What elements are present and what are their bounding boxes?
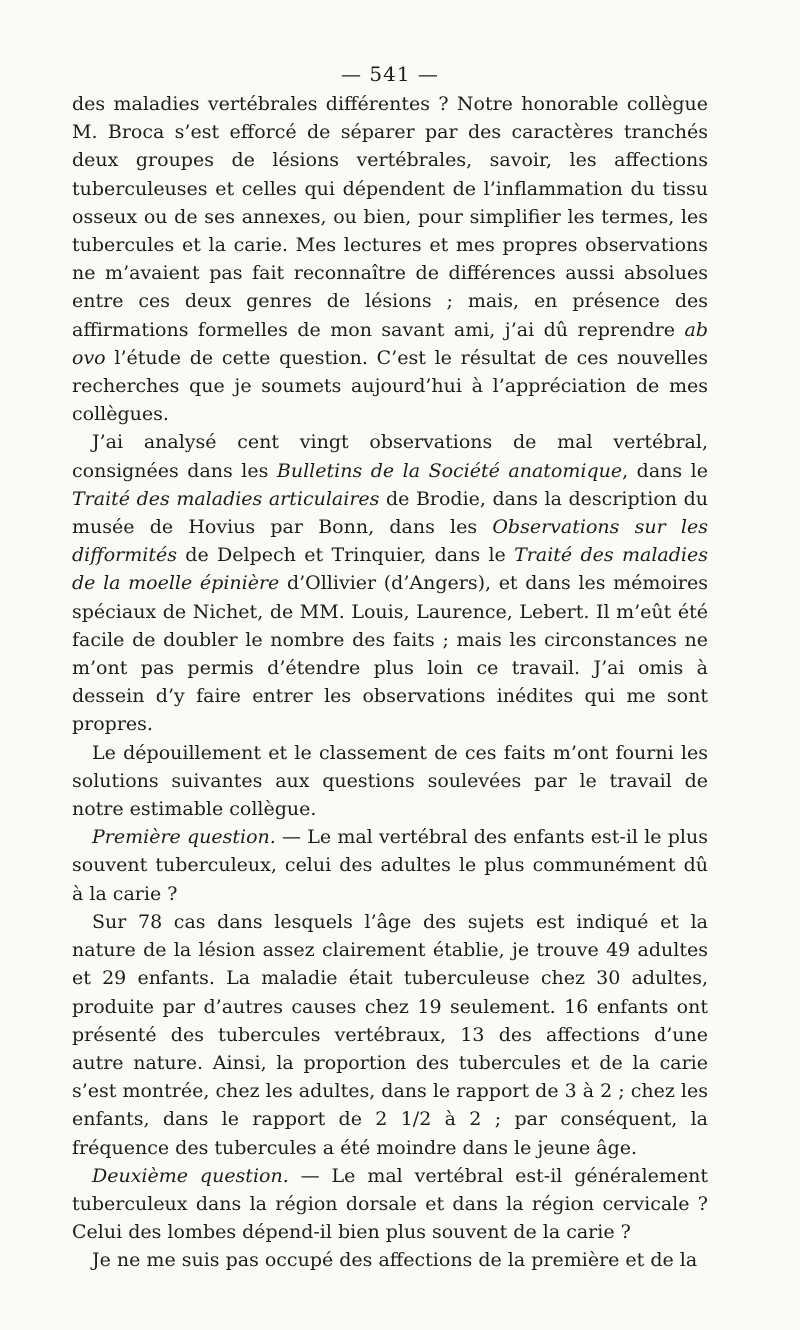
- paragraph-3: [72, 739, 708, 824]
- paragraph-3-text: Le dépouillement et le classement de ces faits m’ont fourni les solutions suivantes aux questions soulevées par le travail de notre estimable collègue.: [72, 741, 708, 821]
- page-number: — 541 —: [341, 62, 439, 86]
- paragraph-1-text-b: l’étude de cette question. C’est le résultat de ces nouvelles recherches que je soumets aujourd’hui à l’appréciation de mes collègues.: [72, 346, 708, 426]
- paragraph-2-text-b: , dans le: [622, 459, 708, 482]
- paragraph-1-italic-ab-ovo: ab ovo: [72, 318, 708, 369]
- paragraph-2-italic-observations: Observations sur les difformités: [72, 516, 708, 567]
- paragraph-4: [72, 823, 708, 908]
- paragraph-2-italic-traite-maladies-articulaires: Traité des maladies articulaires: [72, 487, 380, 510]
- paragraph-2-text-d: de Delpech et Trinquier, dans le: [176, 544, 515, 567]
- paragraph-2: [72, 428, 708, 738]
- question-1-heading: Première question.: [92, 826, 276, 849]
- paragraph-1-text-a: des maladies vertébrales différentes ? Notre honorable collègue M. Broca s’est efforcé de séparer par des caractères tranchés deux groupes de lésions vertébrales, savoir, les affections tuberculeuses et celles qui dépendent de l’inflammation du tissu osseux ou de ses annexes, ou bien, pour simplifier les termes, les tubercules et la carie. Mes lectures et mes propres observations ne m’avaient pas fait reconnaître de différences aussi absolues entre ces deux genres de lésions ; mais, en présence des affirmations formelles de mon savant ami, j’ai dû reprendre: [72, 93, 708, 341]
- paragraph-2-text-e: d’Ollivier (d’Angers), et dans les mémoires spéciaux de Nichet, de MM. Louis, Laurence, Lebert. Il m’eût été facile de doubler le nombre des faits ; mais les circonstances ne m’ont pas permis d’étendre plus loin ce travail. J’ai omis à dessein d’y faire entrer les observations inédites qui me sont propres.: [72, 572, 708, 736]
- paragraph-4-text: — Le mal vertébral des enfants est-il le plus souvent tuberculeux, celui des adultes le plus communément dû à la carie ?: [72, 826, 708, 905]
- paragraph-1: [72, 90, 708, 428]
- paragraph-5: [72, 908, 708, 1162]
- paragraph-6: [72, 1162, 708, 1247]
- paragraph-2-italic-traite-moelle: Traité des maladies de la moelle épinière: [72, 544, 708, 595]
- paragraph-7-text: Je ne me suis pas occupé des affections de la première et de la: [92, 1249, 698, 1272]
- paragraph-7: [72, 1246, 708, 1274]
- paragraph-2-italic-bulletins: Bulletins de la Société anatomique: [276, 459, 623, 482]
- paragraph-6-text: — Le mal vertébral est-il généralement tuberculeux dans la région dorsale et dans la région cervicale ? Celui des lombes dépend-il bien plus souvent de la carie ?: [72, 1164, 708, 1244]
- paragraph-2-text-a: J’ai analysé cent vingt observations de mal vertébral, consignées dans les: [72, 431, 708, 482]
- question-2-heading: Deuxième question.: [92, 1164, 289, 1187]
- paragraph-2-text-c: de Brodie, dans la description du musée de Hovius par Bonn, dans les: [72, 487, 708, 539]
- paragraph-5-text: Sur 78 cas dans lesquels l’âge des sujets est indiqué et la nature de la lésion assez clairement établie, je trouve 49 adultes et 29 enfants. La maladie était tuberculeuse chez 30 adultes, produite par d’autres causes chez 19 seulement. 16 enfants ont présenté des tubercules vertébraux, 13 des affections d’une autre nature. Ainsi, la proportion des tubercules et de la carie s’est montrée, chez les adultes, dans le rapport de 3 à 2 ; chez les enfants, dans le rapport de 2 1/2 à 2 ; par conséquent, la fréquence des tubercules a été moindre dans le jeune âge.: [72, 910, 708, 1159]
